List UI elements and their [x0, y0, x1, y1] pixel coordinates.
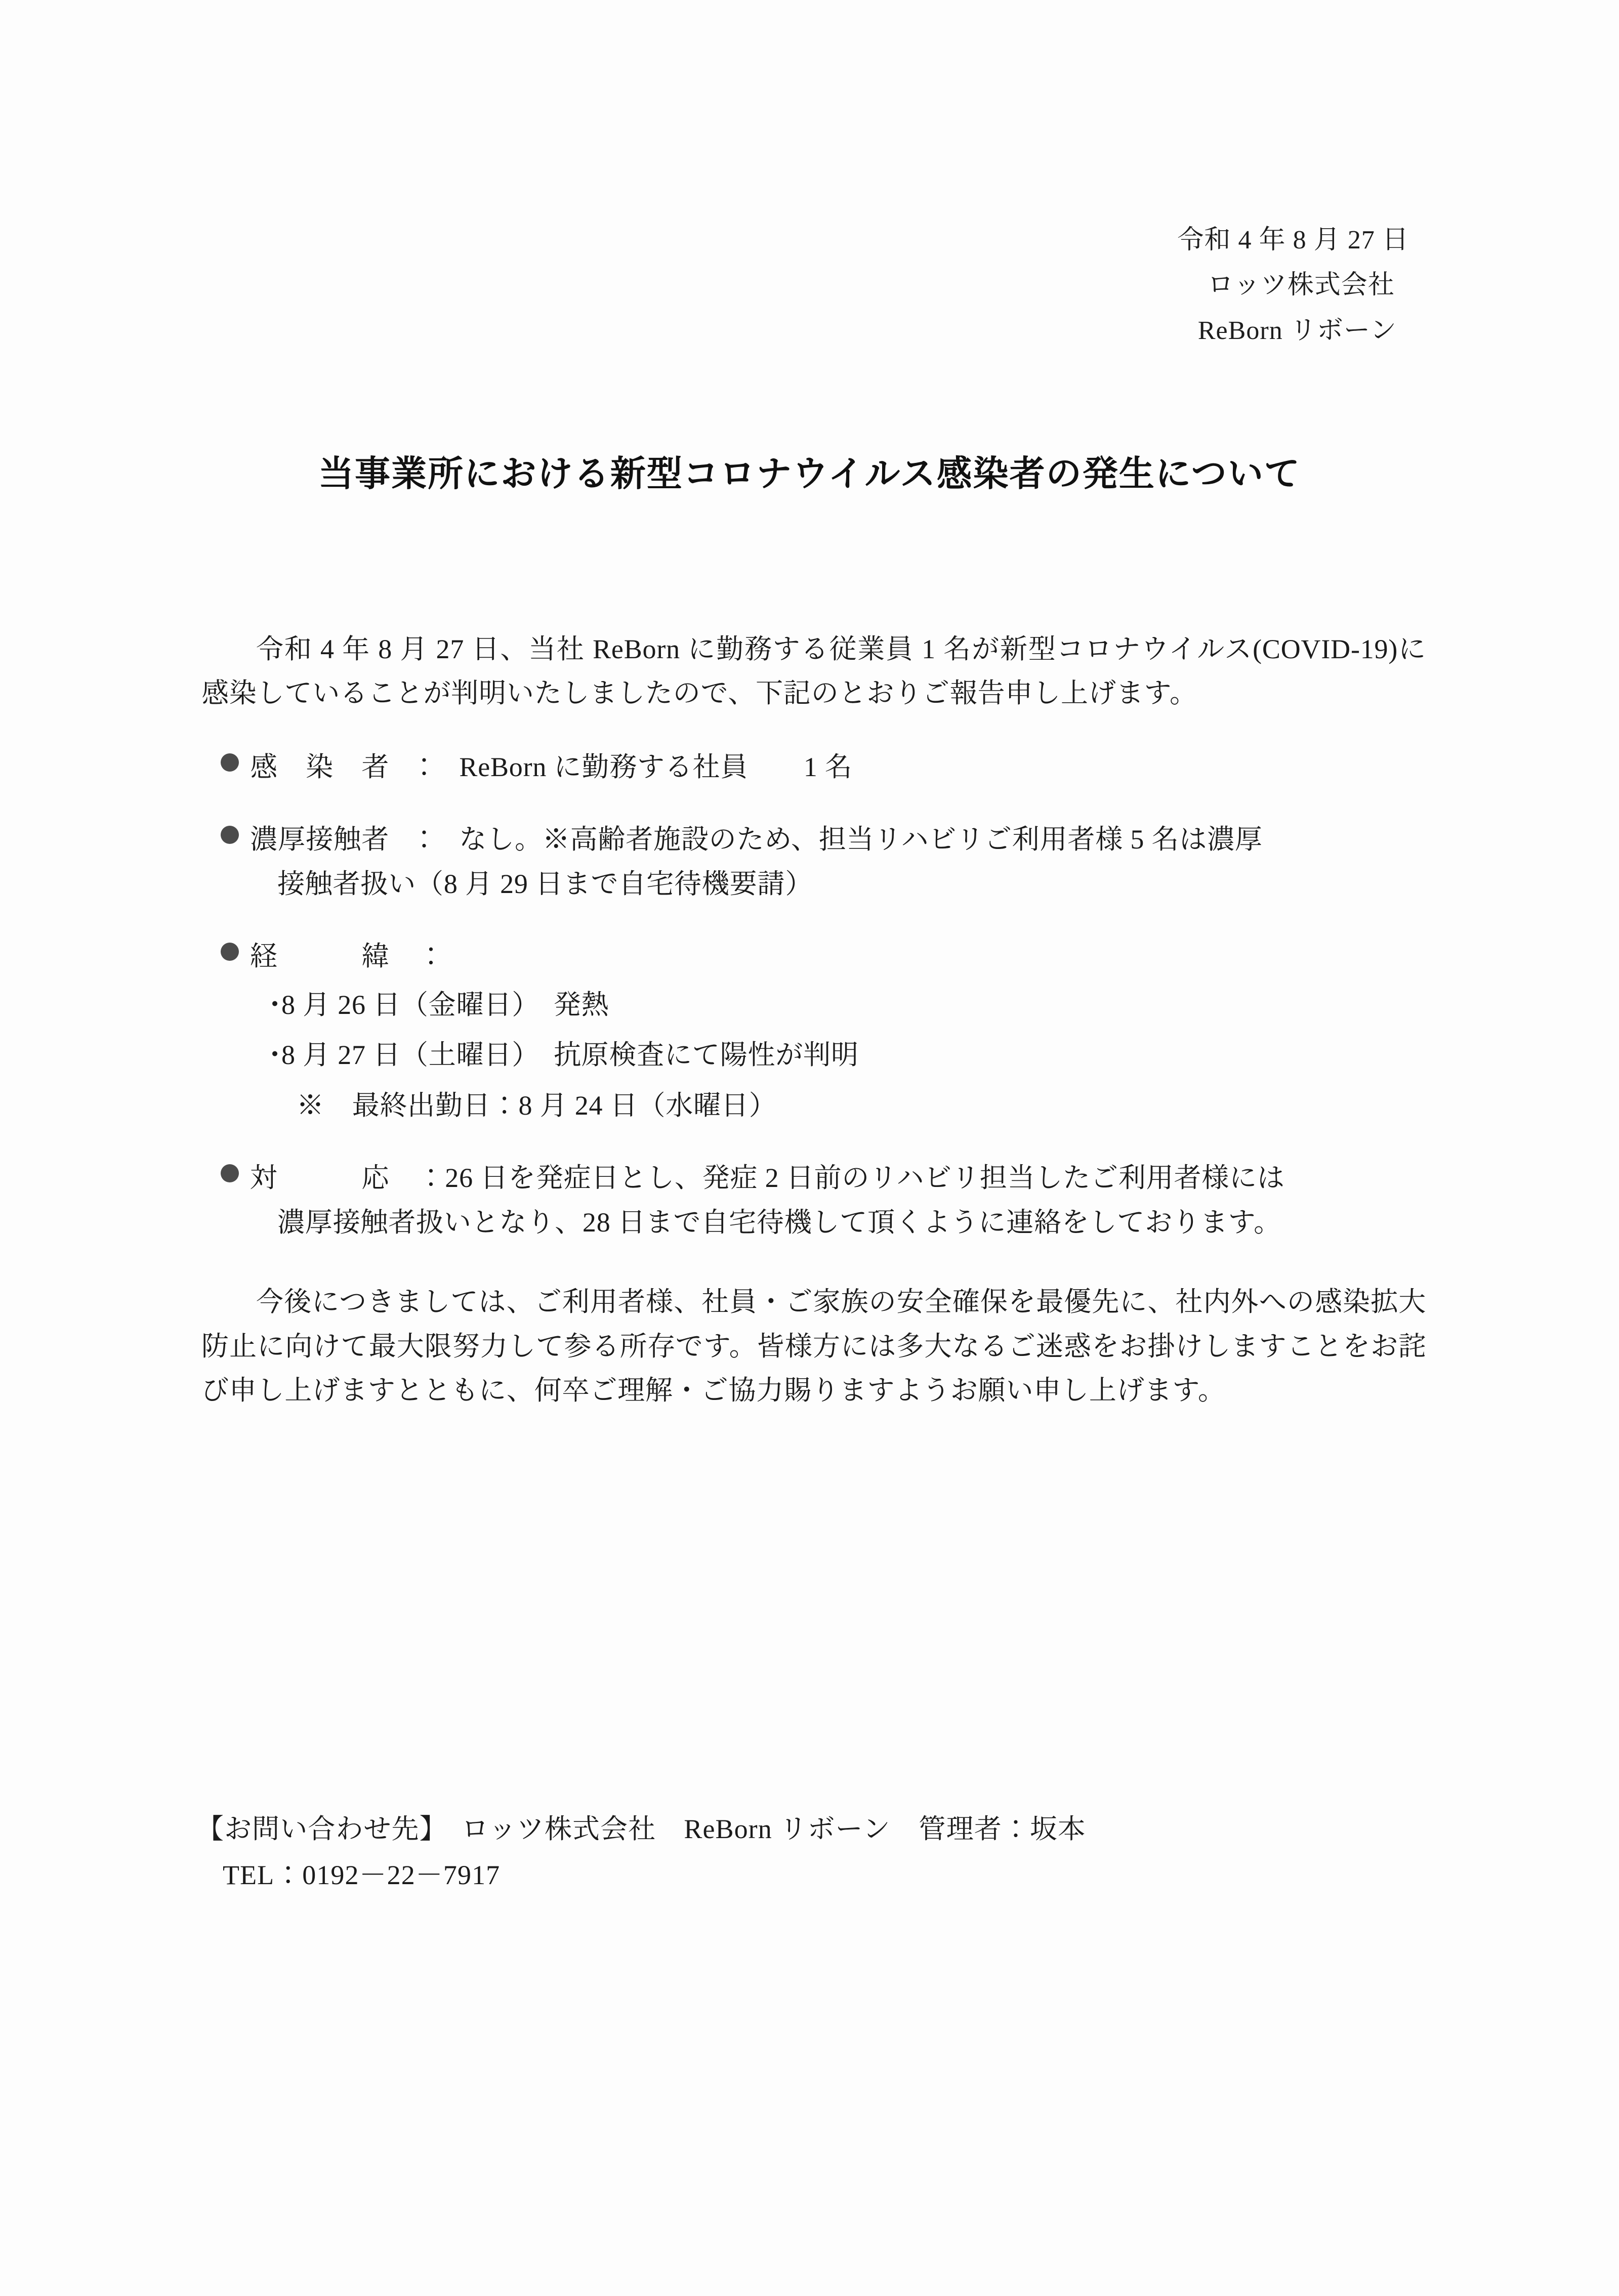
bullet-icon	[221, 826, 239, 844]
list-item	[250, 983, 1426, 1027]
section-continuation: 濃厚接触者扱いとなり、28 日まで自宅待機して頂くように連絡をしております。	[277, 1207, 1281, 1238]
contact-tel: TEL：0192－22－7917	[223, 1859, 501, 1890]
closing-paragraph: 今後につきましては、ご利用者様、社員・ご家族の安全確保を最優先に、社内外への感染拡大防止に向けて最大限努力して参る所存です。皆様方には多大なるご迷惑をお掛けしますことをお詫び申し上げますとともに、何卒ご理解・ご協力賜りますようお願い申し上げます。	[201, 1287, 1426, 1406]
bullet-icon	[221, 1164, 239, 1182]
document-body	[201, 627, 1426, 1430]
list-item	[250, 1033, 1426, 1077]
timeline-entry: 8 月 26 日（金曜日） 発熱	[281, 989, 609, 1020]
section-label: 感 染 者 ：	[250, 751, 432, 782]
dot-icon: ・	[261, 1040, 289, 1071]
section-timeline	[201, 934, 1426, 1128]
intro-paragraph: 令和 4 年 8 月 27 日、当社 ReBorn に勤務する従業員 1 名が新型コロナウイルス(COVID-19)に感染していることが判明いたしましたので、下記のとおりご報告申し上げます。	[201, 634, 1426, 709]
dot-icon: ・	[261, 989, 289, 1020]
section-text: なし。※高齢者施設のため、担当リハビリご利用者様 5 名は濃厚	[431, 824, 1263, 855]
section-continuation: 接触者扱い（8 月 29 日まで自宅待機要請）	[277, 868, 813, 899]
header-company: ロッツ株式会社	[1207, 271, 1395, 300]
page-title: 当事業所における新型コロナウイルス感染者の発生について	[318, 455, 1301, 494]
section-label: 濃厚接触者 ：	[250, 824, 432, 855]
contact-line: 【お問い合わせ先】 ロッツ株式会社 ReBorn リボーン 管理者：坂本	[196, 1814, 1086, 1844]
section-label: 対 応	[250, 1163, 418, 1194]
timeline-entry: 8 月 27 日（土曜日） 抗原検査にて陽性が判明	[281, 1040, 859, 1071]
section-text: ReBorn に勤務する社員 1 名	[431, 751, 853, 782]
section-text: ：26 日を発症日とし、発症 2 日前のリハビリ担当したご利用者様には	[417, 1163, 1285, 1194]
section-close-contacts	[201, 818, 1426, 906]
timeline-list	[250, 983, 1426, 1078]
document-header	[1177, 218, 1409, 353]
section-list	[201, 745, 1426, 1245]
timeline-note: ※ 最終出勤日：8 月 24 日（水曜日）	[297, 1090, 777, 1121]
bullet-icon	[221, 753, 239, 772]
contact-block	[196, 1806, 1462, 1898]
header-date: 令和 4 年 8 月 27 日	[1177, 226, 1409, 254]
section-infected-person	[201, 745, 1426, 789]
header-facility: ReBorn リボーン	[1197, 316, 1397, 345]
bullet-icon	[221, 943, 239, 961]
section-response	[201, 1156, 1426, 1245]
section-label: 経 緯 ：	[250, 941, 445, 972]
